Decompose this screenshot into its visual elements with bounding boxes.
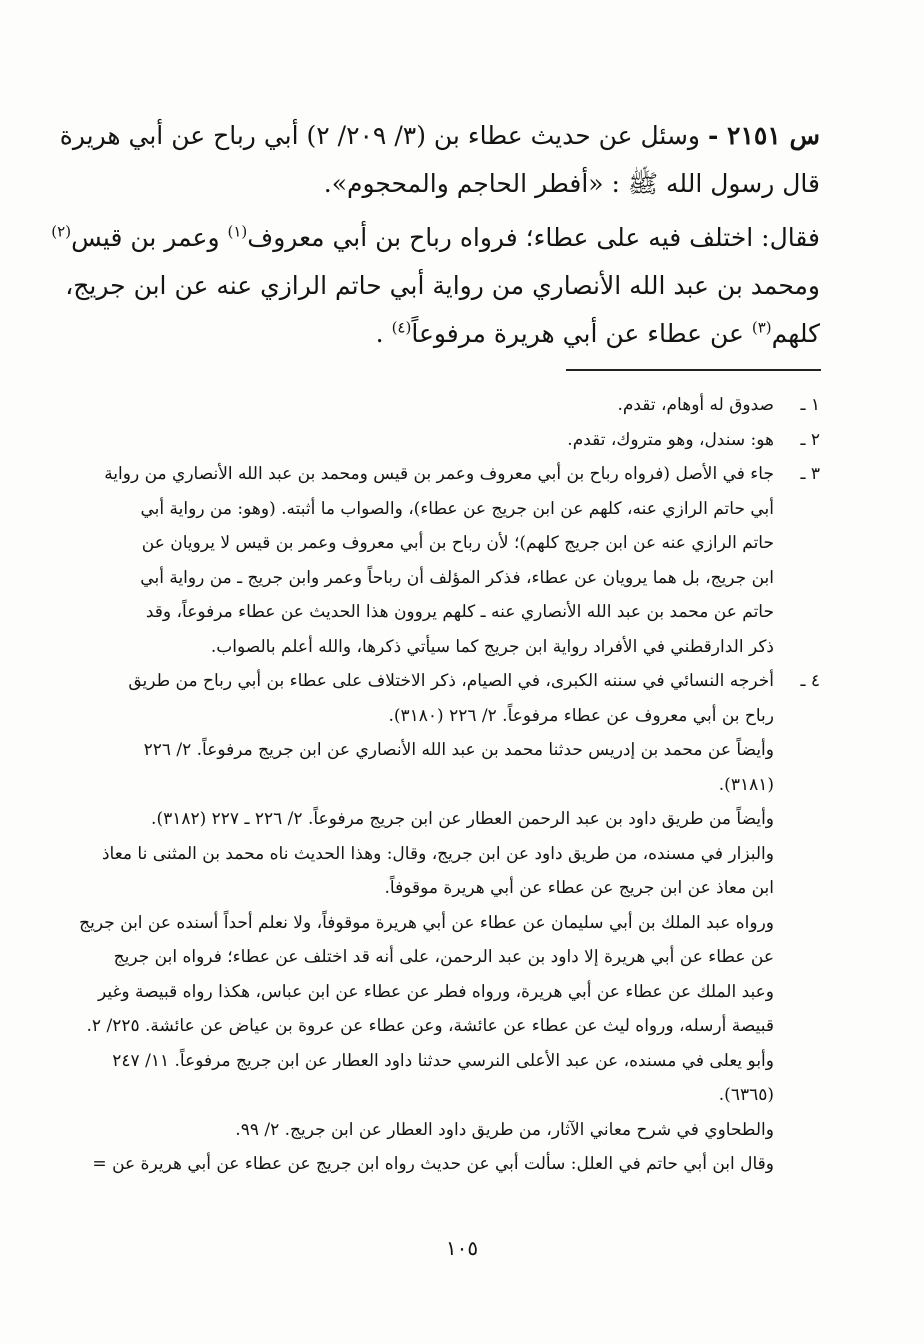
- footnote-line: صدوق له أوهام، تقدم.: [617, 395, 774, 415]
- footnote-ref-2: (٢): [51, 222, 72, 241]
- answer-line-1: [51, 214, 820, 262]
- footnote-ref-3: (٣): [751, 318, 772, 337]
- footnote-line: وأيضاً عن محمد بن إدريس حدثنا محمد بن عبد الله الأنصاري عن ابن جريج مرفوعاً. ٢/ ٢٢٦: [143, 740, 774, 760]
- question-number: س ٢١٥١ -: [707, 121, 820, 150]
- footnote-number: ٣ ـ: [800, 464, 820, 484]
- answer-text: كلهم: [771, 319, 820, 348]
- footnote-line: عن عطاء عن أبي هريرة إلا داود بن عبد الرحمن، على أنه قد اختلف عن عطاء؛ فرواه ابن جريج: [113, 947, 774, 967]
- footnote-number: ١ ـ: [800, 395, 820, 415]
- footnote-line: وعبد الملك عن عطاء عن أبي هريرة، ورواه فطر عن عطاء عن ابن عباس، هكذا رواه قبيصة وغير: [98, 981, 774, 1002]
- footnote-line: وقال ابن أبي حاتم في العلل: سألت أبي عن حديث رواه ابن جريج عن عطاء عن أبي هريرة عن =: [92, 1154, 774, 1174]
- answer-text: عن عطاء عن أبي هريرة مرفوعاً: [411, 319, 752, 348]
- footnote-ref-1: (١): [227, 222, 248, 241]
- footnote-ref-4: (٤): [391, 318, 412, 337]
- footnote-4: [79, 664, 820, 1182]
- answer-text: وعمر بن قيس: [71, 223, 228, 252]
- footnotes: [79, 388, 820, 1182]
- footnote-line: ورواه عبد الملك بن أبي سليمان عن عطاء عن أبي هريرة موقوفاً، ولا نعلم أحداً أسنده عن ابن جريج: [79, 912, 774, 933]
- footnote-line: جاء في الأصل (فرواه رباح بن أبي معروف وعمر بن قيس ومحمد بن عبد الله الأنصاري من رواية: [104, 464, 774, 484]
- answer-text: فقال: اختلف فيه على عطاء؛ فرواه رباح بن أبي معروف: [247, 223, 820, 252]
- answer-text: ومحمد بن عبد الله الأنصاري من رواية أبي حاتم الرازي عنه عن ابن جريج،: [65, 271, 820, 300]
- footnote-line: حاتم عن محمد بن عبد الله الأنصاري عنه ـ كلهم يروون هذا الحديث عن عطاء مرفوعاً، وقد: [145, 602, 774, 622]
- main-text: [51, 112, 820, 358]
- answer-text: .: [375, 319, 392, 348]
- footnote-line: ابن معاذ عن ابن جريج عن عطاء عن أبي هريرة موقوفاً.: [384, 878, 774, 898]
- question-text: وسئل عن حديث عطاء بن (٣/ ٢٠٩/ ٢) أبي رباح عن أبي هريرة: [59, 121, 700, 150]
- footnote-line: ذكر الدارقطني في الأفراد رواية ابن جريج كما سيأتي ذكرها، والله أعلم بالصواب.: [210, 636, 774, 657]
- footnote-line: أخرجه النسائي في سننه الكبرى، في الصيام، ذكر الاختلاف على عطاء بن أبي رباح من طريق: [128, 671, 774, 691]
- footnote-line: هو: سندل، وهو متروك، تقدم.: [567, 429, 774, 450]
- footnote-line: أبي حاتم الرازي عنه، كلهم عن ابن جريج عن عطاء)، والصواب ما أثبته. (وهو: من رواية أبي: [140, 498, 774, 519]
- question-line-2: قال رسول الله ﷺ : «أفطر الحاجم والمحجوم».: [323, 169, 820, 198]
- question-line-1: [59, 112, 820, 160]
- footnote-line: وأيضاً من طريق داود بن عبد الرحمن العطار عن ابن جريج مرفوعاً. ٢/ ٢٢٦ ـ ٢٢٧ (٣١٨٢).: [151, 809, 774, 829]
- footnote-line: وأبو يعلى في مسنده، عن عبد الأعلى النرسي حدثنا داود العطار عن ابن جريج مرفوعاً. ١١/ ٢٤٧: [112, 1050, 774, 1071]
- footnote-3: [96, 457, 820, 664]
- answer-line-2: [65, 262, 820, 310]
- footnote-line: والبزار في مسنده، من طريق داود عن ابن جريج، وقال: وهذا الحديث ناه محمد بن المثنى نا معاذ: [101, 843, 774, 864]
- footnote-2: [96, 423, 820, 458]
- footnote-line: رباح بن أبي معروف عن عطاء مرفوعاً. ٢/ ٢٢٦ (٣١٨٠).: [388, 705, 774, 726]
- page-number: ١٠٥: [445, 1236, 479, 1260]
- footnote-line: قبيصة أرسله، ورواه ليث عن عطاء عن عائشة، وعن عطاء عن عروة بن عياض عن عائشة. ٢٢٥/ ٢.: [86, 1016, 774, 1036]
- footnote-1: [96, 388, 820, 423]
- answer-line-3: [100, 310, 820, 358]
- footnote-number: ٢ ـ: [800, 429, 820, 450]
- footnote-line: (٦٣٦٥).: [718, 1085, 774, 1105]
- footnote-line: حاتم الرازي عنه عن ابن جريج كلهم)؛ لأن رباح بن أبي معروف وعمر بن قيس لا يرويان عن: [141, 533, 774, 553]
- footnote-line: (٣١٨١).: [718, 774, 774, 795]
- footnote-line: والطحاوي في شرح معاني الآثار، من طريق داود العطار عن ابن جريج. ٢/ ٩٩.: [235, 1119, 774, 1140]
- footnote-line: ابن جريج، بل هما يرويان عن عطاء، فذكر المؤلف أن رباحاً وعمر وابن جريج ـ من رواية أبي: [140, 567, 774, 588]
- footnote-number: ٤ ـ: [800, 671, 820, 691]
- footnote-separator: [566, 369, 821, 371]
